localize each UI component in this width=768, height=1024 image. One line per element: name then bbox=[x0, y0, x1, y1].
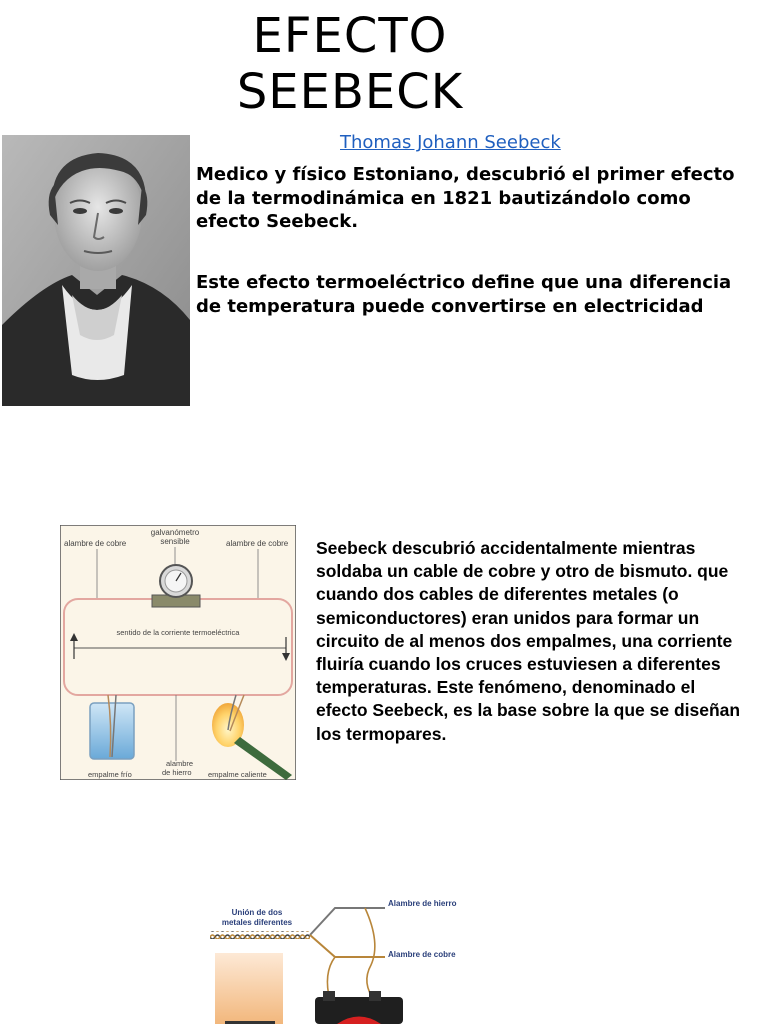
copper-wire-label-right: alambre de cobre bbox=[226, 539, 289, 548]
hot-junction-label: empalme caliente bbox=[208, 770, 267, 779]
copper-wire-label: Alambre de cobre bbox=[388, 950, 456, 959]
iron-wire-label: Alambre de hierro bbox=[388, 899, 457, 908]
union-label-2: metales diferentes bbox=[221, 918, 293, 927]
copper-wire-label-left: alambre de cobre bbox=[64, 539, 127, 548]
galvanometer-label-1: galvanómetro bbox=[150, 528, 200, 537]
portrait-image bbox=[2, 135, 190, 406]
iron-wire-label-2: de hierro bbox=[162, 768, 192, 777]
thermocouple-figure bbox=[205, 893, 470, 1024]
intro-paragraph-2: Este efecto termoeléctrico define que una diferencia de temperatura puede convertirse en electricidad bbox=[196, 272, 732, 317]
galvanometer-label-2: sensible bbox=[160, 537, 190, 546]
intro-paragraph-1: Medico y físico Estoniano, descubrió el primer efecto de la termodinámica en 1821 bautizándolo como efecto Seebeck. bbox=[196, 164, 735, 232]
cold-junction-label: empalme frío bbox=[88, 770, 132, 779]
current-direction-label: sentido de la corriente termoeléctrica bbox=[116, 628, 240, 637]
seebeck-link[interactable]: Thomas Johann Seebeck bbox=[340, 132, 561, 153]
union-label-1: Unión de dos bbox=[231, 908, 283, 917]
seebeck-circuit-figure bbox=[60, 525, 296, 780]
iron-wire-label-1: alambre bbox=[166, 759, 194, 768]
page-title-line-1: EFECTO bbox=[252, 8, 448, 64]
seebeck-explanation: Seebeck descubrió accidentalmente mientras soldaba un cable de cobre y otro de bismuto. que cuando dos cables de diferentes metales (o semiconductores) eran unidos para formar un circuito de al menos dos empalmes, una corriente fluiría cuando los cruces estuviesen a diferentes temperaturas. Este fenómeno, denominado el efecto Seebeck, es la base sobre la que se diseñan los termopares. bbox=[316, 538, 741, 744]
page-title-line-2: SEEBECK bbox=[236, 64, 464, 120]
